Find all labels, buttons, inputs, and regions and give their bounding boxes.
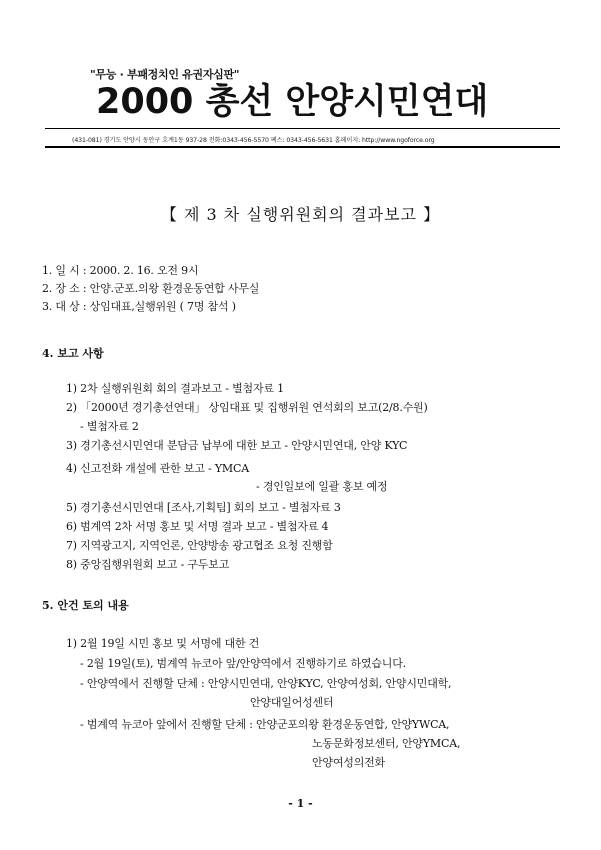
report-item-5: 5) 경기총선시민연대 [조사,기획팀] 회의 보고 - 별첨자료 3 <box>66 501 341 514</box>
report-item-6: 6) 범계역 2차 서명 홍보 및 서명 결과 보고 - 별첨자료 4 <box>66 520 329 533</box>
section-4-heading: 4. 보고 사항 <box>42 347 104 360</box>
agenda-item-1: 1) 2월 19일 시민 홍보 및 서명에 대한 건 <box>66 637 260 650</box>
report-item-8: 8) 중앙집행위원회 보고 - 구두보고 <box>66 558 230 571</box>
info-place: 2. 장 소 : 안양.군포.의왕 환경운동연합 사무실 <box>42 282 260 295</box>
info-attendees: 3. 대 상 : 상임대표,실행위원 ( 7명 참석 ) <box>42 300 236 313</box>
agenda-item-1-beomgye-station: - 범계역 뉴코아 앞에서 진행할 단체 : 안양군포의왕 환경운동연합, 안양YWCA, <box>80 718 450 731</box>
agenda-item-1-date: - 2월 19일(토), 범계역 뉴코아 앞/안양역에서 진행하기로 하였습니다. <box>80 657 406 670</box>
info-date: 1. 일 시 : 2000. 2. 16. 오전 9시 <box>42 264 199 277</box>
slogan: "무능 · 부패정치인 유권자심판" <box>90 68 240 81</box>
report-item-3: 3) 경기총선시민연대 분담금 납부에 대한 보고 - 안양시민연대, 안양 KYC <box>66 439 408 452</box>
report-item-4: 4) 신고전화 개설에 관한 보고 - YMCA <box>66 462 249 475</box>
agenda-item-1-anyang-station: - 안양역에서 진행할 단체 : 안양시민연대, 안양KYC, 안양여성회, 안양시민대학, <box>80 677 452 690</box>
report-item-2-attachment: - 별첨자료 2 <box>80 420 139 433</box>
contact-info: (431-081) 경기도 안양시 동안구 호계1동 937-28 전화:0343-456-5570 팩스: 0343-456-5631 홈페이지: http://www.ngoforce.org <box>72 137 435 144</box>
report-title: 【 제 3 차 실행위원회의 결과보고 】 <box>160 205 441 224</box>
header-divider-bottom <box>45 146 560 148</box>
organization-title: 2000 총선 안양시민연대 <box>96 82 489 122</box>
header-divider-top <box>45 128 560 129</box>
agenda-item-1-anyang-station-cont: 안양대일어성센터 <box>250 696 334 709</box>
report-item-4-note: - 경인일보에 일괄 홍보 예정 <box>256 480 388 493</box>
report-item-7: 7) 지역광고지, 지역언론, 안양방송 광고협조 요청 진행함 <box>66 539 333 552</box>
report-item-2: 2) 「2000년 경기총선연대」 상임대표 및 집행위원 연석회의 보고(2/8.수원) <box>66 401 428 414</box>
page-number: - 1 - <box>288 797 313 810</box>
agenda-item-1-beomgye-station-cont-2: 안양여성의전화 <box>312 756 385 769</box>
report-item-1: 1) 2차 실행위원회 회의 결과보고 - 별첨자료 1 <box>66 382 284 395</box>
section-5-heading: 5. 안건 토의 내용 <box>42 599 129 612</box>
agenda-item-1-beomgye-station-cont-1: 노동문화정보센터, 안양YMCA, <box>312 737 461 750</box>
